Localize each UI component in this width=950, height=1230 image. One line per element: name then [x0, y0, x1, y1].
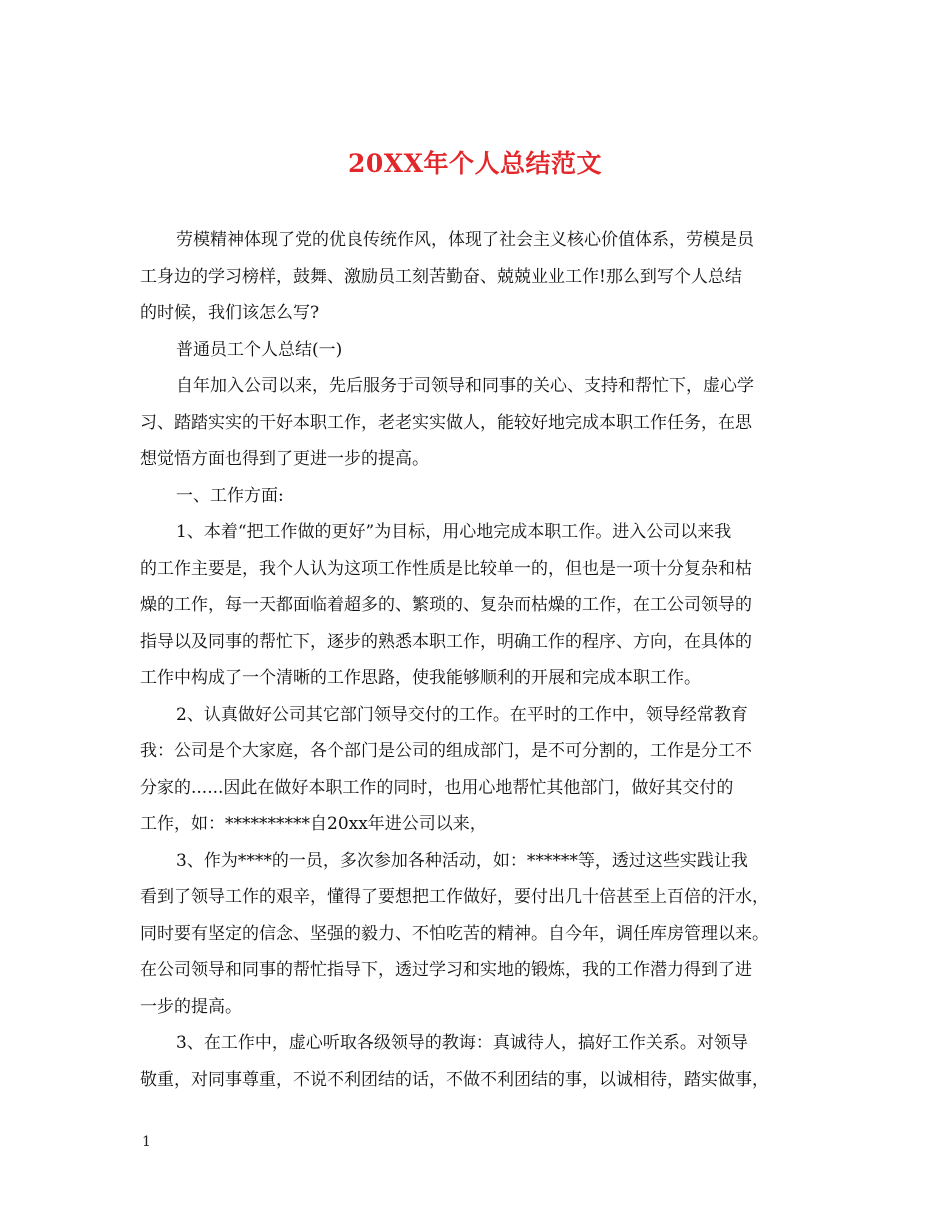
paragraph-line: 1、本着“把工作做的更好”为目标，用心地完成本职工作。进入公司以来我 [176, 522, 732, 542]
paragraph-line: 自年加入公司以来，先后服务于司领导和同事的关心、支持和帮忙下，虚心学 [176, 376, 754, 396]
section-heading: 普通员工个人总结(一) [176, 339, 343, 360]
paragraph-line: 3、作为****的一员，多次参加各种活动，如：******等，透过这些实践让我 [176, 850, 748, 871]
paragraph-line: 工身边的学习榜样，鼓舞、激励员工刻苦勤奋、兢兢业业工作!那么到写个人总结 [140, 266, 742, 287]
paragraph-line: 看到了领导工作的艰辛，懂得了要想把工作做好，要付出几十倍甚至上百倍的汗水， [140, 887, 769, 907]
document-title: 20XX年个人总结范文 [347, 149, 603, 178]
paragraph-line: 一步的提高。 [140, 996, 242, 1017]
paragraph-line: 工作，如：**********自20xx年进公司以来， [140, 814, 487, 834]
document-body [140, 222, 820, 1098]
paragraph-line: 工作中构成了一个清晰的工作思路，使我能够顺利的开展和完成本职工作。 [140, 668, 701, 688]
paragraph-line: 敬重，对同事尊重，不说不利团结的话，不做不利团结的事，以诚相待，踏实做事， [140, 1069, 769, 1090]
paragraph-line: 分家的......因此在做好本职工作的同时，也用心地帮忙其他部门，做好其交付的 [140, 777, 734, 798]
paragraph-line: 的工作主要是，我个人认为这项工作性质是比较单一的，但也是一项十分复杂和枯 [140, 558, 752, 579]
paragraph-line: 我：公司是个大家庭，各个部门是公司的组成部门，是不可分割的，工作是分工不 [140, 741, 752, 761]
paragraph-line: 习、踏踏实实的干好本职工作，老老实实做人，能较好地完成本职工作任务，在思 [140, 412, 752, 433]
paragraph-line: 劳模精神体现了党的优良传统作风，体现了社会主义核心价值体系，劳模是员 [176, 230, 754, 250]
paragraph-line: 燥的工作，每一天都面临着超多的、繁琐的、复杂而枯燥的工作，在工公司领导的 [140, 595, 752, 615]
paragraph-line: 2、认真做好公司其它部门领导交付的工作。在平时的工作中，领导经常教育 [176, 704, 748, 725]
section-heading: 一、工作方面: [176, 485, 284, 506]
paragraph-line: 的时候，我们该怎么写? [140, 303, 320, 323]
paragraph-line: 在公司领导和同事的帮忙指导下，透过学习和实地的锻炼，我的工作潜力得到了进 [140, 960, 752, 980]
paragraph-line: 3、在工作中，虚心听取各级领导的教诲：真诚待人，搞好工作关系。对领导 [176, 1033, 748, 1053]
paragraph-line: 同时要有坚定的信念、坚强的毅力、不怕吃苦的精神。自今年，调任库房管理以来。 [140, 923, 769, 944]
paragraph-line: 指导以及同事的帮忙下，逐步的熟悉本职工作，明确工作的程序、方向，在具体的 [140, 631, 752, 652]
page-number: 1 [142, 1134, 151, 1150]
paragraph-line: 想觉悟方面也得到了更进一步的提高。 [140, 449, 429, 469]
